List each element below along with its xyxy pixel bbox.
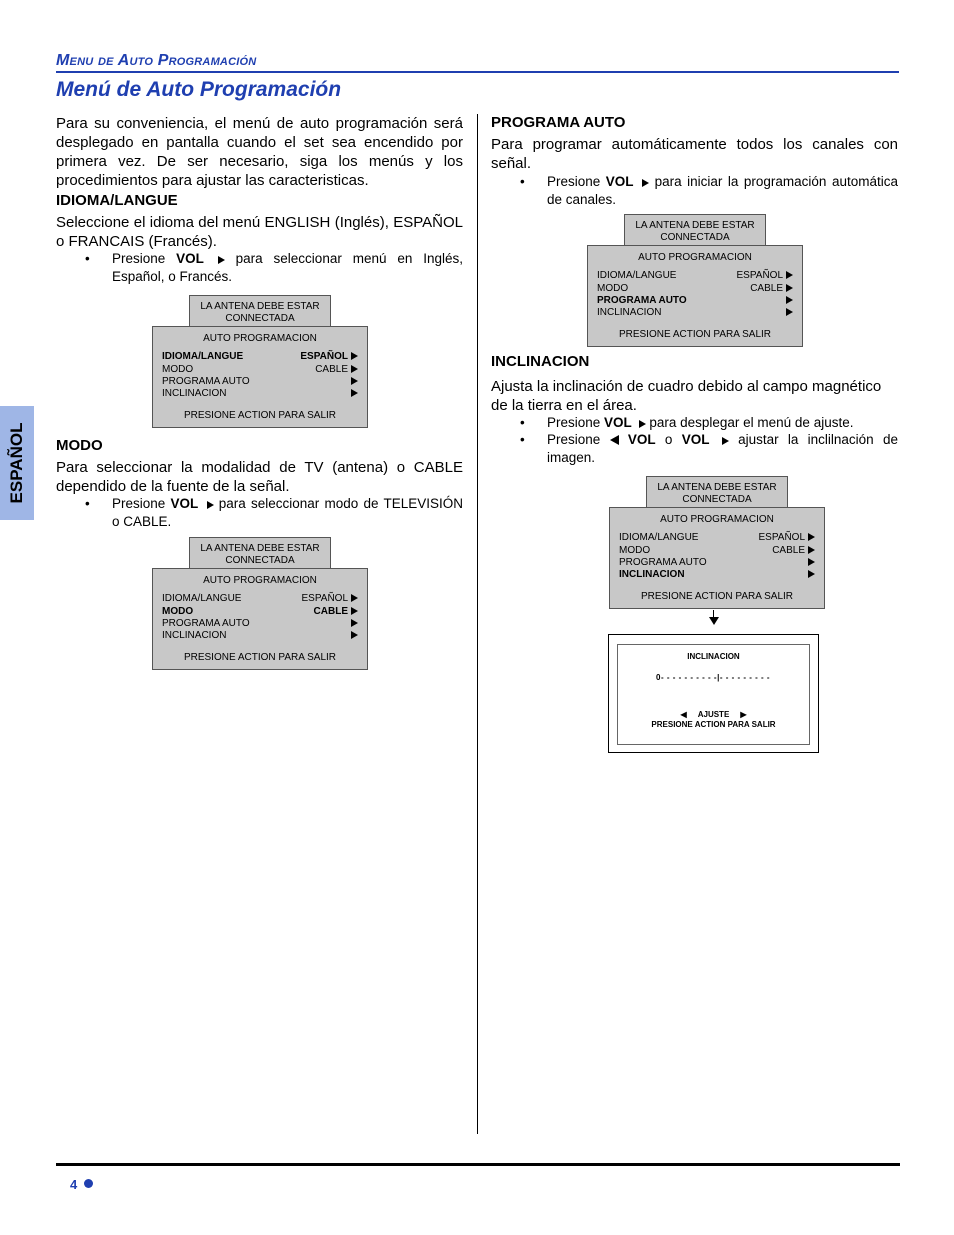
modo-bullet: • Presione VOL para seleccionar modo de TELEVISIÓN o CABLE.: [85, 496, 463, 529]
intro-paragraph: Para su conveniencia, el menú de auto programación será desplegado en pantalla cuando el set sea encendido por primera vez. De ser necesario, siga los menús y los procedimientos para ajustar las caracteristicas.: [56, 115, 463, 189]
section-header: Menu de Auto Programación: [56, 52, 257, 69]
arrowhead-icon: [709, 617, 719, 625]
tilt-adjust-row: ◀ AJUSTE ▶: [680, 710, 747, 719]
bullet-dot-icon: [84, 1179, 93, 1188]
footer-rule: [56, 1163, 900, 1166]
page-title: Menú de Auto Programación: [56, 78, 342, 101]
header-rule: [56, 71, 899, 73]
programa-heading: PROGRAMA AUTO: [491, 114, 626, 131]
inclinacion-heading: INCLINACION: [491, 353, 590, 370]
right-arrow-icon: ▶: [740, 710, 747, 719]
programa-bullet: • Presione VOL para iniciar la programación automática de canales.: [520, 174, 898, 207]
column-divider: [477, 114, 478, 1134]
inclinacion-text: Ajusta la inclinación de cuadro debido al campo magnético de la tierra en el área.: [491, 378, 882, 414]
modo-heading: MODO: [56, 437, 103, 454]
programa-text: Para programar automáticamente todos los canales con señal.: [491, 136, 898, 172]
inclinacion-bullet-2: • Presione VOL o VOL ajustar la inclilnación de imagen.: [520, 432, 898, 465]
tilt-footer: PRESIONE ACTION PARA SALIR: [651, 720, 776, 729]
tilt-adjust-screen: [608, 634, 819, 753]
idioma-text: Seleccione el idioma del menú ENGLISH (Inglés), ESPAÑOL o FRANCAIS (Francés).: [56, 214, 463, 250]
modo-text: Para seleccionar la modalidad de TV (antena) o CABLE dependido de la fuente de la señal.: [56, 459, 463, 495]
left-arrow-icon: ◀: [680, 710, 687, 719]
tilt-title: INCLINACION: [687, 652, 740, 661]
inclinacion-bullet-1: • Presione VOL para desplegar el menú de ajuste.: [520, 415, 854, 430]
idioma-heading: IDIOMA/LANGUE: [56, 192, 178, 209]
tilt-scale: 0- - - - - - - - - -|- - - - - - - - -: [656, 673, 771, 682]
idioma-bullet: • Presione VOL para seleccionar menú en Inglés, Español, o Francés.: [85, 251, 463, 284]
page-number: 4: [70, 1177, 78, 1192]
language-side-tab: ESPAÑOL: [0, 406, 34, 520]
